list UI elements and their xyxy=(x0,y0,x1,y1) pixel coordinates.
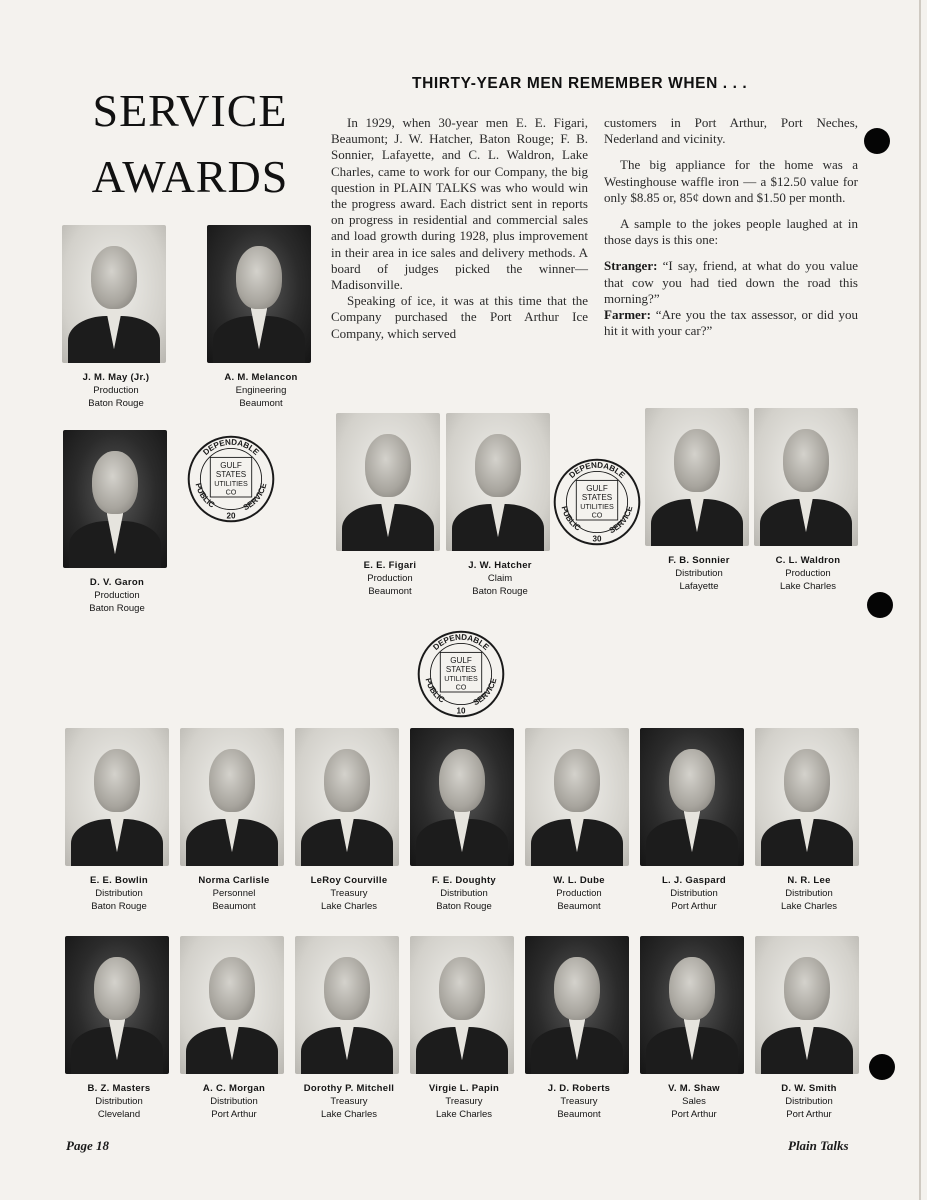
employee-name: F. E. Doughty xyxy=(431,875,497,886)
employee-card-row1-1 xyxy=(180,728,288,913)
employee-city: Lake Charles xyxy=(781,901,837,912)
employee-department: Distribution xyxy=(440,888,488,899)
employee-department: Treasury xyxy=(560,1096,598,1107)
employee-card-row1-0 xyxy=(65,728,173,913)
portrait-photo xyxy=(525,728,629,866)
joke-farmer xyxy=(604,307,858,339)
seal-top-word: DEPENDABLE xyxy=(567,460,627,480)
article-paragraph: In 1929, when 30-year men E. E. Figari, Beaumont; J. W. Hatcher, Baton Rouge; F. B. Sonnier, Lafayette, and C. L. Waldron, Lake Charles, came to work for our Company, the big question in PLAIN TALKS was who would win the progress award. Each district sent in reports on progress in residential and commercial sales and load growth during 1928, plus improvement in their area in ice sales and delivery methods. A board of judges picked the winner—Madisonville. xyxy=(331,115,588,293)
employee-name: LeRoy Courville xyxy=(310,875,388,886)
portrait-photo xyxy=(410,728,514,866)
portrait-photo xyxy=(65,936,169,1074)
portrait-photo xyxy=(295,728,399,866)
employee-caption xyxy=(295,874,403,913)
employee-department: Claim xyxy=(487,573,513,584)
employee-card-may xyxy=(62,225,170,410)
employee-card-row2-5 xyxy=(640,936,748,1121)
employee-city: Lake Charles xyxy=(321,901,377,912)
employee-city: Port Arthur xyxy=(671,1109,717,1120)
portrait-photo xyxy=(180,728,284,866)
portrait-photo xyxy=(645,408,749,546)
employee-card-row1-6 xyxy=(755,728,863,913)
seal-line-1: GULF xyxy=(450,656,472,666)
employee-card-row2-3 xyxy=(410,936,518,1121)
employee-card-row2-6 xyxy=(755,936,863,1121)
employee-card-row1-4 xyxy=(525,728,633,913)
employee-city: Port Arthur xyxy=(211,1109,257,1120)
employee-caption xyxy=(754,554,862,593)
employee-city: Baton Rouge xyxy=(472,586,528,597)
employee-name: E. E. Figari xyxy=(363,560,417,571)
employee-city: Beaumont xyxy=(239,398,283,409)
employee-caption xyxy=(755,874,863,913)
employee-department: Production xyxy=(556,888,602,899)
employee-card-row2-2 xyxy=(295,936,403,1121)
seal-left-word: PUBLIC xyxy=(423,677,447,705)
employee-department: Personnel xyxy=(212,888,256,899)
employee-caption xyxy=(180,1082,288,1121)
seal-top-word: DEPENDABLE xyxy=(201,437,261,457)
article-column-2 xyxy=(604,115,858,339)
article-paragraph: The big appliance for the home was a Westinghouse waffle iron — a $12.50 value for only $8.85 or, 85¢ down and $1.50 per month. xyxy=(604,157,858,205)
employee-department: Treasury xyxy=(445,1096,483,1107)
employee-department: Distribution xyxy=(95,1096,143,1107)
seal-line-4: CO xyxy=(225,487,237,497)
employee-caption xyxy=(446,559,554,598)
punch-hole-top xyxy=(864,128,890,154)
joke-speaker-label: Farmer: xyxy=(604,307,651,323)
portrait-photo xyxy=(207,225,311,363)
employee-caption xyxy=(65,1082,173,1121)
seal-years: 30 xyxy=(592,534,602,544)
employee-city: Lake Charles xyxy=(436,1109,492,1120)
portrait-photo xyxy=(755,936,859,1074)
portrait-photo xyxy=(525,936,629,1074)
seal-line-2: STATES xyxy=(581,493,613,503)
employee-caption xyxy=(640,1082,748,1121)
employee-department: Treasury xyxy=(330,1096,368,1107)
employee-caption xyxy=(410,874,518,913)
portrait-photo xyxy=(755,728,859,866)
gulf-states-seal-20-year xyxy=(186,434,276,524)
employee-department: Sales xyxy=(682,1096,706,1107)
page-number: Page 18 xyxy=(66,1138,109,1153)
portrait-photo xyxy=(63,430,167,568)
seal-line-3: UTILITIES xyxy=(580,502,614,512)
employee-city: Baton Rouge xyxy=(88,398,144,409)
seal-line-3: UTILITIES xyxy=(214,479,248,489)
employee-card-hatcher xyxy=(446,413,554,598)
portrait-photo xyxy=(640,936,744,1074)
portrait-photo xyxy=(446,413,550,551)
page-title-line2: AWARDS xyxy=(91,151,289,202)
employee-caption xyxy=(180,874,288,913)
employee-city: Beaumont xyxy=(212,901,256,912)
employee-caption xyxy=(336,559,444,598)
portrait-photo xyxy=(65,728,169,866)
portrait-photo xyxy=(180,936,284,1074)
employee-department: Treasury xyxy=(330,888,368,899)
seal-left-word: PUBLIC xyxy=(193,482,217,510)
joke-line: “I say, friend, at what do you value that cow you had tied down the road this morning?” xyxy=(604,258,858,306)
employee-name: J. M. May (Jr.) xyxy=(82,372,150,383)
employee-city: Lake Charles xyxy=(780,581,836,592)
employee-card-row1-2 xyxy=(295,728,403,913)
employee-name: Virgie L. Papin xyxy=(428,1083,500,1094)
portrait-photo xyxy=(62,225,166,363)
employee-city: Baton Rouge xyxy=(436,901,492,912)
employee-department: Distribution xyxy=(95,888,143,899)
seal-right-word: SERVICE xyxy=(471,677,499,708)
employee-caption xyxy=(295,1082,403,1121)
employee-caption xyxy=(525,874,633,913)
employee-city: Beaumont xyxy=(557,1109,601,1120)
portrait-photo xyxy=(410,936,514,1074)
employee-caption xyxy=(65,874,173,913)
employee-card-row1-5 xyxy=(640,728,748,913)
employee-department: Distribution xyxy=(785,1096,833,1107)
employee-name: F. B. Sonnier xyxy=(668,555,730,566)
employee-city: Port Arthur xyxy=(786,1109,832,1120)
employee-name: N. R. Lee xyxy=(787,875,831,886)
joke-stranger xyxy=(604,258,858,307)
seal-top-word: DEPENDABLE xyxy=(431,632,491,652)
article-heading: THIRTY-YEAR MEN REMEMBER WHEN . . . xyxy=(412,75,748,92)
employee-department: Distribution xyxy=(785,888,833,899)
portrait-photo xyxy=(295,936,399,1074)
employee-city: Cleveland xyxy=(97,1109,141,1120)
portrait-photo xyxy=(640,728,744,866)
employee-city: Baton Rouge xyxy=(91,901,147,912)
employee-name: A. C. Morgan xyxy=(202,1083,266,1094)
employee-department: Production xyxy=(93,385,139,396)
employee-card-melancon xyxy=(207,225,315,410)
employee-caption xyxy=(410,1082,518,1121)
employee-name: E. E. Bowlin xyxy=(90,875,148,886)
seal-line-1: GULF xyxy=(220,461,242,471)
article-paragraph: customers in Port Arthur, Port Neches, Nederland and vicinity. xyxy=(604,115,858,147)
employee-caption xyxy=(640,874,748,913)
employee-caption xyxy=(62,371,170,410)
employee-name: Norma Carlisle xyxy=(198,875,270,886)
employee-name: A. M. Melancon xyxy=(224,372,298,383)
employee-name: J. D. Roberts xyxy=(547,1083,611,1094)
employee-city: Port Arthur xyxy=(671,901,717,912)
employee-caption xyxy=(755,1082,863,1121)
page-edge xyxy=(919,0,921,1200)
seal-years: 10 xyxy=(456,706,466,716)
seal-right-word: SERVICE xyxy=(241,482,269,513)
employee-card-row2-1 xyxy=(180,936,288,1121)
portrait-photo xyxy=(336,413,440,551)
punch-hole-middle xyxy=(867,592,893,618)
employee-caption xyxy=(525,1082,633,1121)
employee-department: Distribution xyxy=(670,888,718,899)
employee-department: Production xyxy=(785,568,831,579)
gulf-states-seal-30-year xyxy=(552,457,642,547)
employee-name: D. W. Smith xyxy=(781,1083,837,1094)
portrait-photo xyxy=(754,408,858,546)
seal-line-4: CO xyxy=(591,510,603,520)
employee-card-row2-0 xyxy=(65,936,173,1121)
employee-card-waldron xyxy=(754,408,862,593)
article-paragraph: Speaking of ice, it was at this time that the Company purchased the Port Arthur Ice Company, which served xyxy=(331,293,588,341)
employee-card-row2-4 xyxy=(525,936,633,1121)
employee-name: J. W. Hatcher xyxy=(468,560,532,571)
seal-line-1: GULF xyxy=(586,484,608,494)
employee-card-garon xyxy=(63,430,171,615)
employee-department: Distribution xyxy=(675,568,723,579)
joke-speaker-label: Stranger: xyxy=(604,258,658,274)
employee-city: Lake Charles xyxy=(321,1109,377,1120)
page-title-line1: SERVICE xyxy=(92,85,288,136)
employee-caption xyxy=(63,576,171,615)
employee-city: Baton Rouge xyxy=(89,603,145,614)
seal-line-4: CO xyxy=(455,682,467,692)
employee-department: Production xyxy=(367,573,413,584)
employee-card-sonnier xyxy=(645,408,753,593)
employee-city: Lafayette xyxy=(679,581,719,592)
employee-city: Beaumont xyxy=(557,901,601,912)
gulf-states-seal-10-year xyxy=(416,629,506,719)
seal-right-word: SERVICE xyxy=(607,505,635,536)
employee-name: L. J. Gaspard xyxy=(661,875,727,886)
employee-card-figari xyxy=(336,413,444,598)
seal-line-2: STATES xyxy=(445,665,477,675)
employee-name: Dorothy P. Mitchell xyxy=(303,1083,395,1094)
joke-line: “Are you the tax assessor, or did you hit it with your car?” xyxy=(604,307,859,339)
article-paragraph: A sample to the jokes people laughed at in those days is this one: xyxy=(604,216,858,248)
employee-department: Distribution xyxy=(210,1096,258,1107)
employee-card-row1-3 xyxy=(410,728,518,913)
employee-name: B. Z. Masters xyxy=(87,1083,151,1094)
employee-city: Beaumont xyxy=(368,586,412,597)
seal-line-2: STATES xyxy=(215,470,247,480)
employee-caption xyxy=(207,371,315,410)
seal-years: 20 xyxy=(226,511,236,521)
punch-hole-bottom xyxy=(869,1054,895,1080)
employee-name: W. L. Dube xyxy=(553,875,605,886)
seal-line-3: UTILITIES xyxy=(444,674,478,684)
article-column-1 xyxy=(331,115,588,342)
employee-name: D. V. Garon xyxy=(89,577,145,588)
employee-department: Engineering xyxy=(235,385,287,396)
employee-name: V. M. Shaw xyxy=(668,1083,720,1094)
employee-name: C. L. Waldron xyxy=(775,555,841,566)
employee-department: Production xyxy=(94,590,140,601)
seal-left-word: PUBLIC xyxy=(559,505,583,533)
employee-caption xyxy=(645,554,753,593)
publication-name: Plain Talks xyxy=(788,1138,849,1153)
